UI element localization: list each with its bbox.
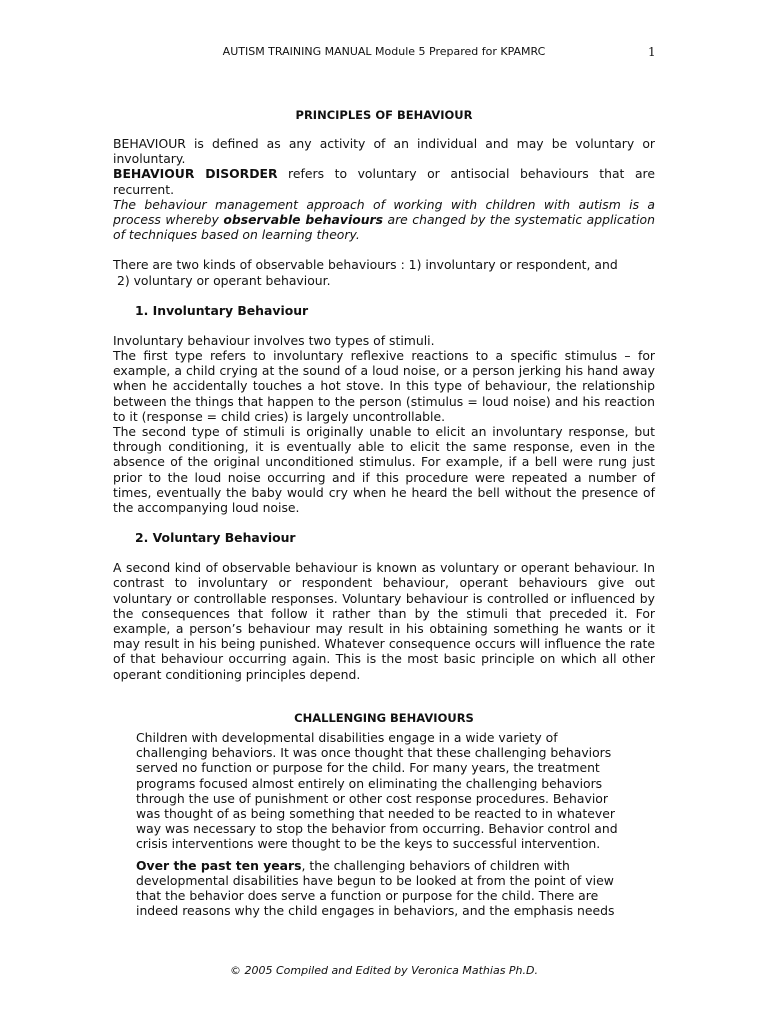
approach-post: are changed by the systematic application of techniques based on learning theory. (113, 212, 655, 243)
approach-emphasis: observable behaviours (223, 212, 384, 228)
challenging-paragraph-2 (136, 858, 623, 919)
document-body (113, 108, 655, 918)
heading-principles: PRINCIPLES OF BEHAVIOUR (295, 108, 473, 122)
emphasis-past-ten-years: Over the past ten years (136, 857, 302, 873)
heading-involuntary: 1. Involuntary Behaviour (135, 302, 309, 318)
page-header (0, 45, 768, 61)
heading-voluntary: 2. Voluntary Behaviour (135, 530, 296, 546)
heading-challenging: CHALLENGING BEHAVIOURS (294, 710, 474, 725)
definition-behaviour: BEHAVIOUR is defined as any activity of an individual and may be voluntary or involuntary. (113, 136, 655, 167)
involuntary-first-type: The first type refers to involuntary reflexive reactions to a specific stimulus – for example, a child crying at the sound of a loud noise, or a person jerking his hand away when he accidentally touches a hot stove. In this type of behaviour, the relationship between the things that happen to the person (stimulus = loud noise) and his reaction to it (response = child cries) is largely uncontrollable. (113, 348, 655, 424)
voluntary-paragraph: A second kind of observable behaviour is known as voluntary or operant behaviour. In contrast to involuntary or respondent behaviour, operant behaviours give out voluntary or controllable responses. Voluntary behaviour is controlled or influenced by the consequences that follow it rather than by the stimuli that preceded it. For example, a person’s behaviour may result in his obtaining something he wants or it may result in his being punished. Whatever consequence occurs will influence the rate of that behaviour occurring again. This is the most basic principle on which all other operant conditioning principles depend. (113, 560, 655, 682)
page-number: 1 (648, 45, 656, 59)
header-title: AUTISM TRAINING MANUAL Module 5 Prepared for KPAMRC (222, 45, 546, 58)
approach-statement (113, 197, 655, 243)
involuntary-intro: Involuntary behaviour involves two types of stimuli. (113, 332, 435, 348)
disorder-term: BEHAVIOUR DISORDER (113, 166, 278, 182)
definition-disorder (113, 166, 655, 196)
challenging-paragraph-1: Children with developmental disabilities engage in a wide variety of challenging behaviors. It was once thought that these challenging behaviors served no function or purpose for the child. For many years, the treatment programs focused almost entirely on eliminating the challenging behaviors through the use of punishment or other cost response procedures. Behavior was thought of as being something that needed to be reacted to in whatever way was necessary to stop the behavior from occurring. Behavior control and crisis interventions were thought to be the keys to successful intervention. (136, 729, 618, 852)
challenging-section (136, 730, 623, 918)
kinds-line-2: 2) voluntary or operant behaviour. (113, 272, 331, 288)
challenging-paragraph-2-text: , the challenging behaviors of children with developmental disabilities have begun to be looked at from the point of view that the behavior does serve a function or purpose for the child. There are indeed reasons why the child engages in behaviors, and the emphasis needs (136, 857, 615, 919)
disorder-definition: refers to voluntary or antisocial behaviours that are recurrent. (113, 166, 655, 197)
involuntary-second-type: The second type of stimuli is originally unable to elicit an involuntary response, but through conditioning, it is eventually able to elicit the same response, even in the absence of the original unconditioned stimulus. For example, if a bell were rung just prior to the loud noise occurring and if this procedure were repeated a number of times, eventually the baby would cry when he heard the bell without the presence of the accompanying loud noise. (113, 424, 655, 516)
page-footer: © 2005 Compiled and Edited by Veronica Mathias Ph.D. (229, 964, 538, 977)
approach-pre: The behaviour management approach of working with children with autism is a process whereby (113, 196, 655, 228)
kinds-line-1: There are two kinds of observable behaviours : 1) involuntary or respondent, and (113, 257, 618, 273)
